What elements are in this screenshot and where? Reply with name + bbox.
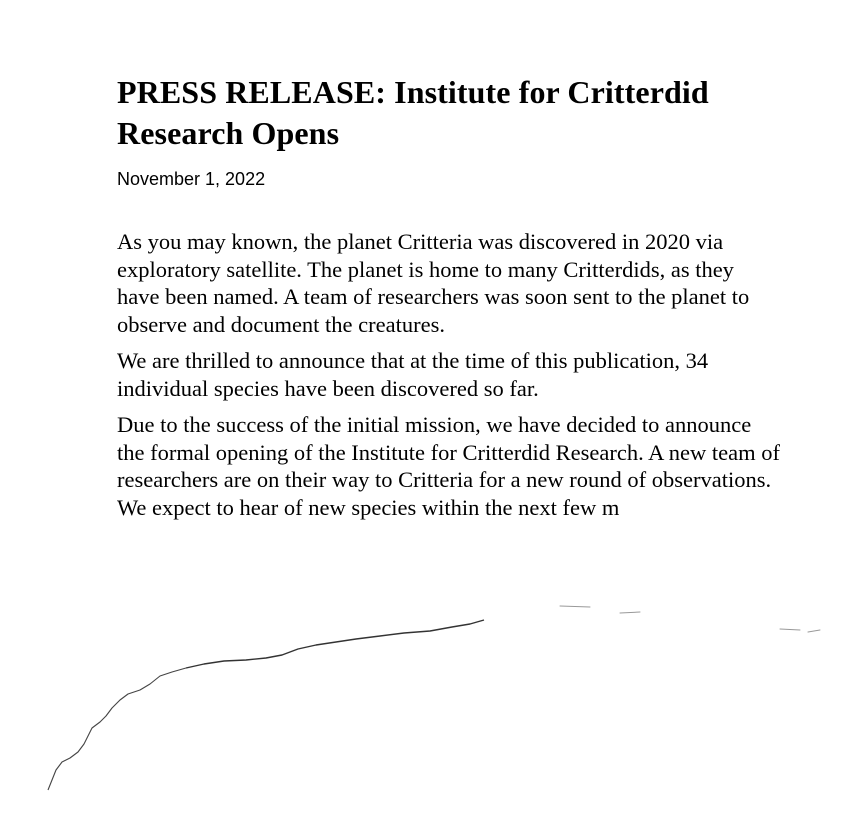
torn-paper-white-area (0, 606, 848, 837)
paragraph-intro: As you may known, the planet Critteria was discovered in 2020 via exploratory satellite. The planet is home to many Critterdids, as they have been named. A team of researchers was soon sent to the planet to observe and document the creatures. (117, 229, 750, 337)
paragraph-institute-opening: Due to the success of the initial mission, we have decided to announce the formal opening of the Institute for Critterdid Research. A new team of researchers are on their way to Critteria for a new round of observations. We expect to hear of new species within the next few m (117, 412, 780, 520)
press-release-content (117, 72, 782, 521)
torn-edge-line-left (48, 668, 186, 790)
paragraph-species-count: We are thrilled to announce that at the time of this publication, 34 individual species have been discovered so far. (117, 348, 709, 401)
page-title: PRESS RELEASE: Institute for Critterdid Research Opens (117, 74, 709, 151)
torn-edge-line-right (560, 606, 820, 632)
release-date: November 1, 2022 (117, 169, 266, 189)
torn-edge-line-main (186, 620, 484, 668)
